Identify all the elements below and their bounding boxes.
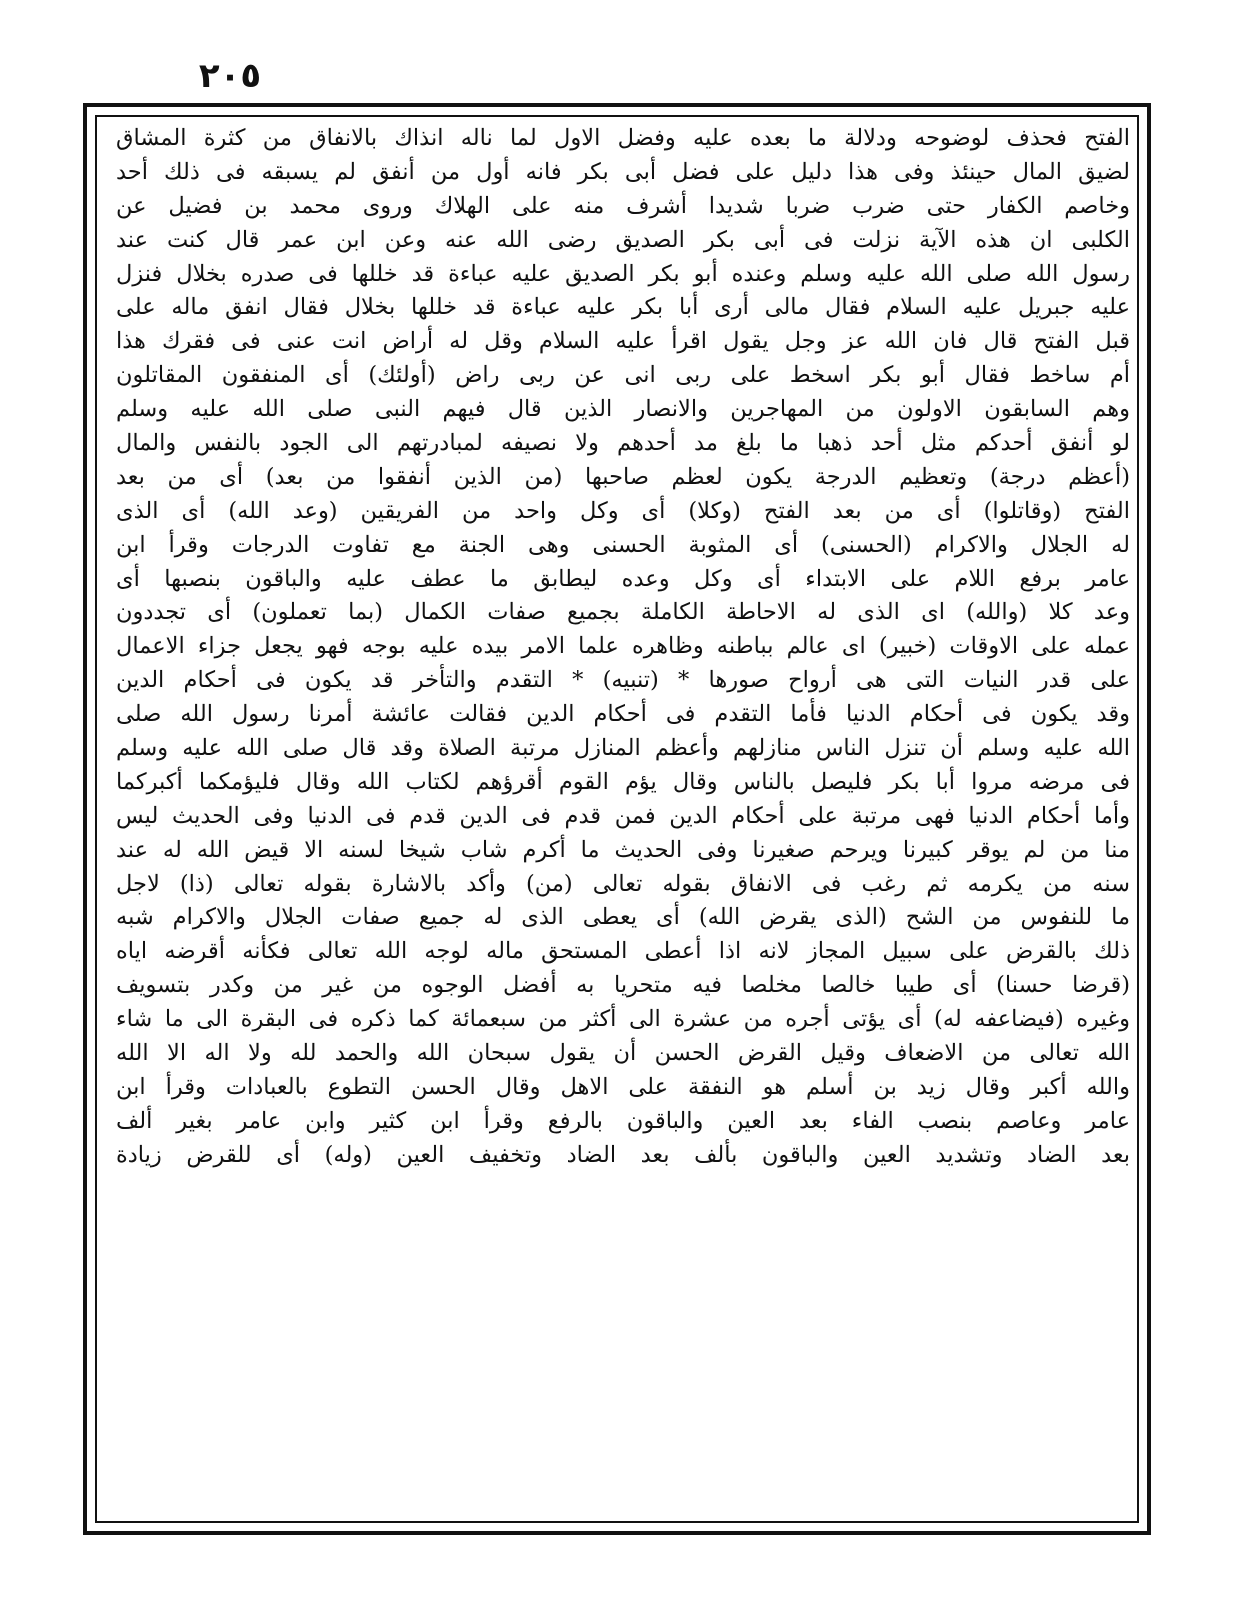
text-line: لو أنفق أحدكم مثل أحد ذهبا ما بلغ مد أحدهم ولا نصيفه لمبادرتهم الى الجود بالنفس والمال [116, 430, 1130, 457]
text-line: الله تعالى من الاضعاف وقيل القرض الحسن أن يقول سبحان الله والحمد لله ولا اله الا الله [116, 1040, 1130, 1067]
text-line: والله أكبر وقال زيد بن أسلم هو النفقة على الاهل وقال الحسن التطوع بالعبادات وقرأ ابن [116, 1073, 1130, 1100]
text-line: قبل الفتح قال فان الله عز وجل يقول اقرأ عليه السلام وقل له أراض انت عنى فى فقرك هذا [116, 328, 1130, 355]
text-line: فى مرضه مروا أبا بكر فليصل بالناس وقال يؤم القوم أقرؤهم لكتاب الله وقال فليؤمكما أكبركما [116, 768, 1130, 795]
text-line: ما للنفوس من الشح (الذى يقرض الله) أى يعطى الذى له جميع صفات الجلال والاكرام شبه [116, 904, 1130, 931]
text-line: على قدر النيات التى هى أرواح صورها * (تنبيه) * التقدم والتأخر قد يكون فى أحكام الدين [116, 667, 1130, 694]
text-line: سنه من يكرمه ثم رغب فى الانفاق بقوله تعالى (من) وأكد بالاشارة بقوله تعالى (ذا) لاجل [116, 870, 1130, 897]
text-line: ذلك بالقرض على سبيل المجاز لانه اذا أعطى المستحق ماله لوجه الله تعالى فكأنه أقرضه اياه [116, 938, 1130, 965]
text-line: عمله على الاوقات (خبير) اى عالم بباطنه وظاهره علما الامر بيده عليه بوجه فهو يجعل جزاء الاعمال [116, 633, 1130, 660]
text-line: بعد الضاد وتشديد العين والباقون بألف بعد الضاد وتخفيف العين (وله) أى للقرض زيادة [116, 1141, 1130, 1168]
text-line: (أعظم درجة) وتعظيم الدرجة يكون لعظم صاحبها (من الذين أنفقوا من بعد) أى من بعد [116, 463, 1130, 490]
text-line: وعد كلا (والله) اى الذى له الاحاطة الكاملة بجميع صفات الكمال (بما تعملون) أى تجددون [116, 599, 1130, 626]
text-line: وقد يكون فى أحكام الدنيا فأما التقدم فى أحكام الدين فقالت عائشة أمرنا رسول الله صلى [116, 701, 1130, 728]
text-line: (قرضا حسنا) أى طيبا خالصا مخلصا فيه متحريا به أفضل الوجوه من غير من وكدر بتسويف [116, 972, 1130, 999]
text-line: عامر برفع اللام على الابتداء أى وكل وعده ليطابق ما عطف عليه والباقون بنصبها أى [116, 565, 1130, 592]
text-line: له الجلال والاكرام (الحسنى) أى المثوبة الحسنى وهى الجنة مع تفاوت الدرجات وقرأ ابن [116, 531, 1130, 558]
page-number: ٢٠٥ [198, 56, 262, 96]
text-line: وهم السابقون الاولون من المهاجرين والانصار الذين قال فيهم النبى صلى الله عليه وسلم [116, 396, 1130, 423]
text-line: وغيره (فيضاعفه له) أى يؤتى أجره من عشرة الى أكثر من سبعمائة كما ذكره فى البقرة الى ما شاء [116, 1006, 1130, 1033]
text-body [116, 122, 1130, 1173]
text-line: الله عليه وسلم أن تنزل الناس منازلهم وأعظم المنازل مرتبة الصلاة وقد قال صلى الله عليه وسلم [116, 735, 1130, 762]
text-line: الكلبى ان هذه الآية نزلت فى أبى بكر الصديق رضى الله عنه وعن ابن عمر قال كنت عند [116, 226, 1130, 253]
text-line: منا من لم يوقر كبيرنا ويرحم صغيرنا وفى الحديث ما أكرم شاب شيخا لسنه الا قيض الله له عند [116, 836, 1130, 863]
text-line: أم ساخط فقال أبو بكر اسخط على ربى انى عن ربى راض (أولئك) أى المنفقون المقاتلون [116, 362, 1130, 389]
text-line: وخاصم الكفار حتى ضرب ضربا شديدا أشرف منه على الهلاك وروى محمد بن فضيل عن [116, 192, 1130, 219]
text-line: الفتح (وقاتلوا) أى من بعد الفتح (وكلا) أى وكل واحد من الفريقين (وعد الله) أى الذى [116, 497, 1130, 524]
text-line: عامر وعاصم بنصب الفاء بعد العين والباقون بالرفع وقرأ ابن كثير وابن عامر بغير ألف [116, 1107, 1130, 1134]
text-line: الفتح فحذف لوضوحه ودلالة ما بعده عليه وفضل الاول لما ناله انذاك بالانفاق من كثرة المشاق [116, 125, 1130, 151]
text-line: رسول الله صلى الله عليه وسلم وعنده أبو بكر الصديق عليه عباءة قد خللها فى صدره بخلال فنزل [116, 260, 1130, 287]
text-line: لضيق المال حينئذ وفى هذا دليل على فضل أبى بكر فانه أول من أنفق لم يسبقه فى ذلك أحد [116, 158, 1130, 185]
text-line: وأما أحكام الدنيا فهى مرتبة على أحكام الدين فمن قدم فى الدين قدم فى الدنيا وفى الحديث ليس [116, 802, 1130, 829]
text-line: عليه جبريل عليه السلام فقال مالى أرى أبا بكر عليه عباءة قد خللها بخلال فقال انفق ماله على [116, 294, 1130, 321]
